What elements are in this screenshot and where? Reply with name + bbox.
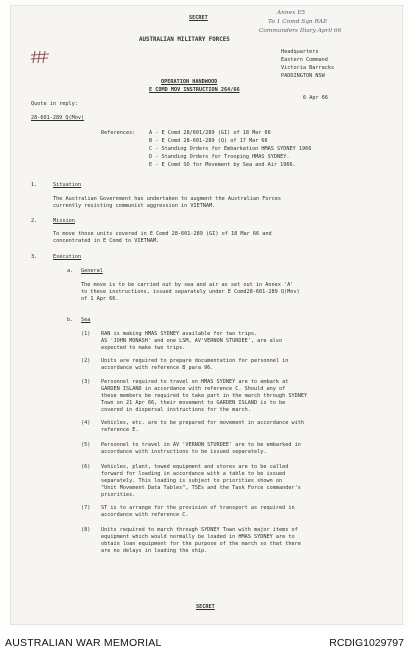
subsection-heading-general: General [81,268,103,274]
text-line: Vehicles, etc. are to be prepared for movement in accordance with [101,420,305,426]
text-line: ST is to arrange for the provision of transport as required in [101,505,295,511]
section-heading-situation: Situation [53,182,82,188]
address-line: Eastern Command [281,57,328,63]
text-line: AS 'JOHN MONASH' and one LSM, AV'VERNON STURDEE', are also [101,338,283,345]
text-line: The Australian Government has undertaken to augment the Australian Forces [53,196,281,202]
order-title: OPERATION HANDWOOD [161,79,218,85]
section-number: 1. [31,182,38,188]
footer-record-id: RCDIG1029797 [329,637,404,649]
sea-item-text [101,331,282,352]
text-line: covered in dispersal instructions for the march. [101,407,251,414]
address-line: Headquarters [281,49,319,55]
sea-item-number: (6) [81,464,91,470]
general-text [81,282,300,303]
text-line: Vehicles, plant, towed equipment and stores are to be called [101,464,289,470]
text-line: Units required to march through SYDNEY Town with major items of [101,527,298,533]
handwritten-line: Commanders Diary April 66 [259,28,342,34]
order-subtitle: E COMD MOV INSTRUCTION 264/66 [149,87,240,93]
sea-item-number: (1) [81,331,91,337]
mission-text [53,231,272,245]
file-mark-icon [29,50,53,64]
text-line: The move is to be carried out by sea and air as set out in Annex 'A' [81,282,294,288]
text-line: RAN is making HMAS SYDNEY available for two trips. [101,331,258,337]
text-line: Personnel required to travel on HMAS SYDNEY are to embark at [101,379,289,385]
text-line: reference E. [101,427,139,434]
text-line: separately. This loading is subject to priorities shown on [101,478,283,485]
text-line: these members be required to take part in the march through SYDNEY [101,393,308,400]
text-line: "Unit Movement Data Tables", TSEs and the Task Force commander's [101,485,301,492]
text-line: to these instructions, issued separately under E Comd28-601-289 Q(Mov) [81,289,300,296]
section-heading-execution: Execution [53,254,82,260]
sea-item-text [101,420,304,434]
sea-item-number: (2) [81,358,91,364]
text-line: are no delays in loading the ship. [101,548,208,555]
text-line: accordance with instructions to be issued separately. [101,449,267,456]
address-line: Victoria Barracks [281,65,335,71]
text-line: To move those units covered in E Comd 28-601-289 (GI) of 18 Mar 66 and [53,231,272,237]
quote-label: Quote in reply: [31,101,78,107]
sea-item-text [101,379,307,414]
quote-reference: 28-601-289 Q(Mov) [31,115,85,121]
text-line: currently resisting communist aggression in VIETNAM. [53,203,216,210]
document-date: 6 Apr 66 [303,95,328,101]
sea-item-number: (3) [81,379,91,385]
sea-item-number: (5) [81,442,91,448]
text-line: forward for loading in accordance with a table to be issued [101,471,286,478]
archive-footer [0,630,409,654]
text-line: equipment which would normally be loaded in HMAS SYDNEY are to [101,534,295,541]
text-line: Personnel to travel in AV 'VERNON STURDEE' are to be embarked in [101,442,301,448]
document-title: AUSTRALIAN MILITARY FORCES [139,37,230,43]
subsection-heading-sea: Sea [81,317,91,323]
text-line: GARDEN ISLAND in accordance with reference C. Should any of [101,386,286,393]
reference-item: E - E Comd SO for Movement by Sea and Air 1966. [149,162,296,168]
subsection-number: a. [67,268,74,274]
text-line: accordance with reference C. [101,512,189,519]
reference-item: A - E Comd 28/601/289 (GI) of 18 Mar 66 [149,130,271,136]
text-line: concentrated in E Comd to VIETNAM. [53,238,160,245]
text-line: Town on 21 Apr 66, their movement to GARDEN ISLAND is to be [101,400,286,407]
document-page [11,6,402,624]
handwritten-line: Annex E5 [277,10,306,16]
footer-institution: AUSTRALIAN WAR MEMORIAL [5,637,162,649]
section-number: 2. [31,218,38,224]
reference-item: B - E Comd 28-601-289 (Q) of 17 Mar 66 [149,138,268,144]
sea-item-number: (4) [81,420,91,426]
section-heading-mission: Mission [53,218,75,224]
sea-item-text [101,442,301,456]
classification-bottom: SECRET [196,604,215,610]
text-line: Units are required to prepare documentation for personnel in [101,358,289,364]
reference-item: C - Standing Orders for Embarkation HMAS SYDNEY 1966 [149,146,312,152]
sea-item-text [101,464,301,499]
section-number: 3. [31,254,38,260]
situation-text [53,196,281,210]
sea-item-text [101,358,288,372]
text-line: priorities. [101,492,136,499]
sea-item-number: (7) [81,505,91,511]
handwritten-line: To 1 Comd Sqn RAE [268,19,328,25]
text-line: obtain loan equipment for the purpose of the march so that there [101,541,301,548]
sea-item-text [101,505,295,519]
sea-item-text [101,527,301,555]
text-line: expected to make two trips. [101,345,186,352]
sea-item-number: (8) [81,527,91,533]
classification-top: SECRET [189,15,208,21]
text-line: of 1 Apr 66. [81,296,119,303]
subsection-number: b. [67,317,74,323]
address-line: PADDINGTON NSW [281,73,325,79]
references-label: References: [101,130,136,136]
text-line: accordance with reference B para 96. [101,365,214,372]
reference-item: D - Standing Orders for Trooping HMAS SYDNEY. [149,154,290,160]
